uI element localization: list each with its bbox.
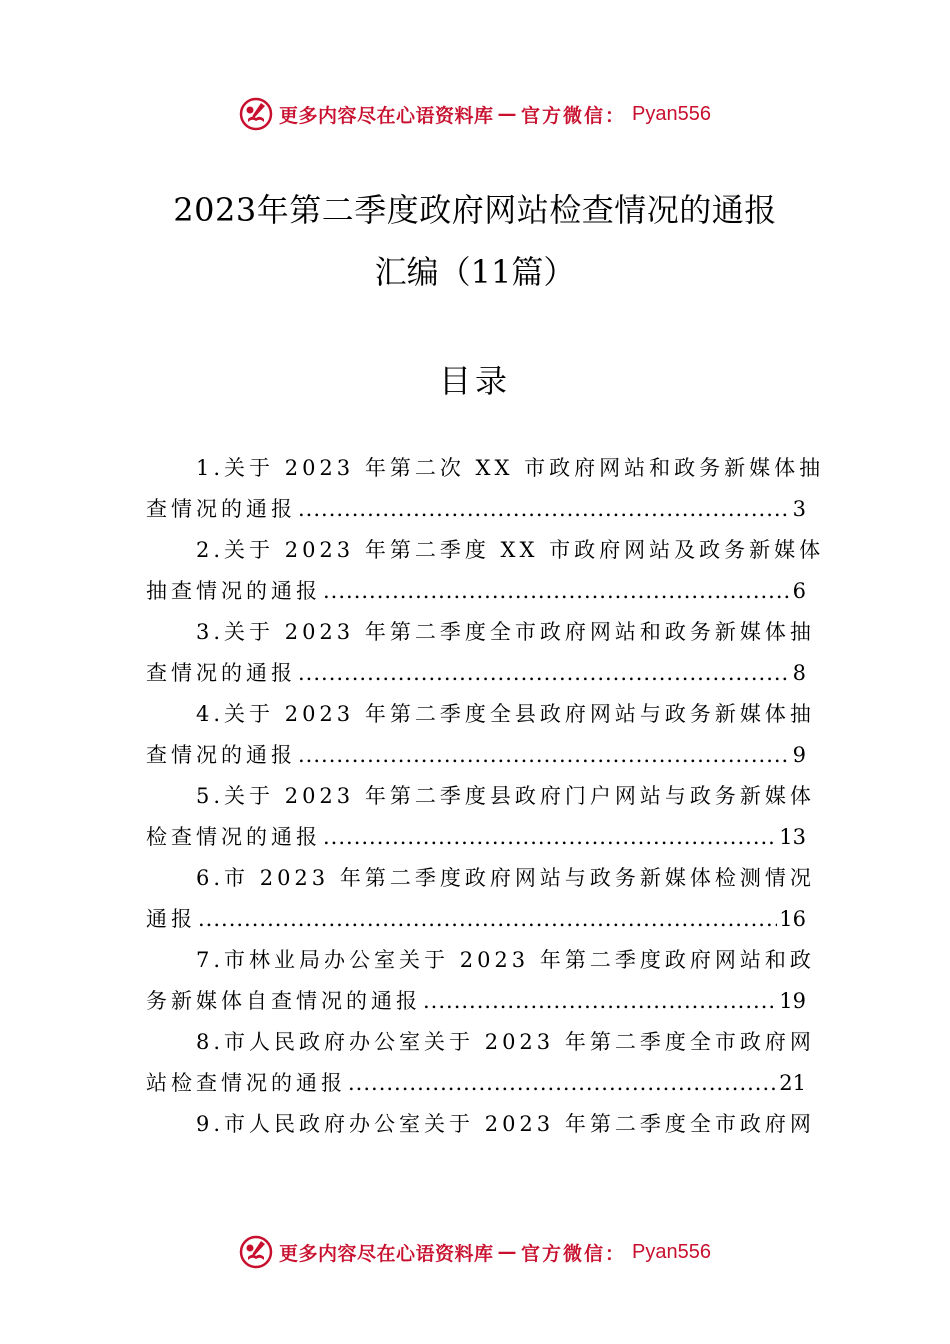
watermark-text: 更多内容尽在心语资料库: [279, 104, 494, 127]
toc-dot-leader: [423, 980, 777, 1022]
toc-dot-leader: [198, 898, 777, 940]
header-watermark: [0, 94, 950, 134]
toc-entry-line2: [146, 898, 806, 940]
toc-entry[interactable]: [146, 1022, 815, 1104]
toc-page-number: 13: [779, 825, 806, 849]
pen-book-logo-icon: [239, 1235, 273, 1269]
toc-entry[interactable]: [146, 1104, 815, 1144]
toc-entry-line2: [146, 570, 806, 612]
toc-entry[interactable]: [146, 940, 815, 1022]
toc-entry[interactable]: [146, 694, 815, 776]
watermark-text: 更多内容尽在心语资料库: [279, 1242, 494, 1265]
toc-entry-line2: [146, 488, 806, 530]
toc-entry[interactable]: [146, 448, 825, 530]
toc-entry-line1: 1.关于 2023 年第二次 XX 市政府网站和政务新媒体抽: [196, 456, 825, 480]
toc-entry[interactable]: [146, 530, 825, 612]
watermark-wechat-label: 官方微信：: [521, 1242, 627, 1265]
toc-dot-leader: [298, 734, 791, 776]
toc-entry-title-cont: 站检查情况的通报: [146, 1071, 346, 1095]
toc-entry-line1: 5.关于 2023 年第二季度县政府门户网站与政务新媒体: [196, 784, 815, 808]
toc-entry-line1: 8.市人民政府办公室关于 2023 年第二季度全市政府网: [196, 1030, 815, 1054]
toc-entry-line1: 3.关于 2023 年第二季度全市政府网站和政务新媒体抽: [196, 620, 815, 644]
toc-page-number: 6: [792, 579, 806, 603]
toc-heading: 目录: [438, 362, 511, 400]
watermark-dash: —: [497, 1241, 518, 1263]
toc-entry-line1: 6.市 2023 年第二季度政府网站与政务新媒体检测情况: [196, 866, 815, 890]
toc-entry-line2: [146, 1062, 806, 1104]
toc-entry[interactable]: [146, 776, 815, 858]
toc-dot-leader: [323, 570, 791, 612]
toc-entry-line2: [146, 816, 806, 858]
toc-page-number: 9: [792, 743, 806, 767]
toc-page-number: 3: [792, 497, 806, 521]
toc-page-number: 8: [792, 661, 806, 685]
toc-entry-title-cont: 查情况的通报: [146, 743, 296, 767]
toc-entry-title-cont: 抽查情况的通报: [146, 579, 321, 603]
toc-entry-line2: [146, 652, 806, 694]
footer-watermark: [0, 1232, 950, 1272]
watermark-wechat-id: Pyan556: [632, 1240, 711, 1263]
toc-page-number: 16: [779, 907, 806, 931]
toc-entry-line2: [146, 734, 806, 776]
toc-entry-title-cont: 务新媒体自查情况的通报: [146, 989, 421, 1013]
table-of-contents: [146, 448, 825, 1144]
watermark-wechat-id: Pyan556: [632, 102, 711, 125]
toc-entry-title-cont: 查情况的通报: [146, 497, 296, 521]
toc-page-number: 19: [779, 989, 806, 1013]
pen-book-logo-icon: [239, 97, 273, 131]
toc-entry-line1: 4.关于 2023 年第二季度全县政府网站与政务新媒体抽: [196, 702, 815, 726]
toc-entry-line2: [146, 980, 806, 1022]
toc-entry-line1: 2.关于 2023 年第二季度 XX 市政府网站及政务新媒体: [196, 538, 825, 562]
toc-entry-line1: 9.市人民政府办公室关于 2023 年第二季度全市政府网: [196, 1112, 815, 1136]
toc-entry-title-cont: 查情况的通报: [146, 661, 296, 685]
toc-entry[interactable]: [146, 612, 815, 694]
toc-entry-title-cont: 通报: [146, 907, 196, 931]
toc-dot-leader: [298, 652, 791, 694]
toc-entry[interactable]: [146, 858, 815, 940]
watermark-wechat-label: 官方微信：: [521, 104, 627, 127]
document-title-line1: 2023年第二季度政府网站检查情况的通报: [173, 191, 777, 229]
document-title-line2: 汇编（11篇）: [374, 253, 576, 291]
toc-entry-line1: 7.市林业局办公室关于 2023 年第二季度政府网站和政: [196, 948, 815, 972]
toc-dot-leader: [298, 488, 791, 530]
toc-page-number: 21: [779, 1071, 806, 1095]
toc-dot-leader: [323, 816, 777, 858]
toc-dot-leader: [348, 1062, 777, 1104]
watermark-dash: —: [497, 103, 518, 125]
toc-entry-title-cont: 检查情况的通报: [146, 825, 321, 849]
